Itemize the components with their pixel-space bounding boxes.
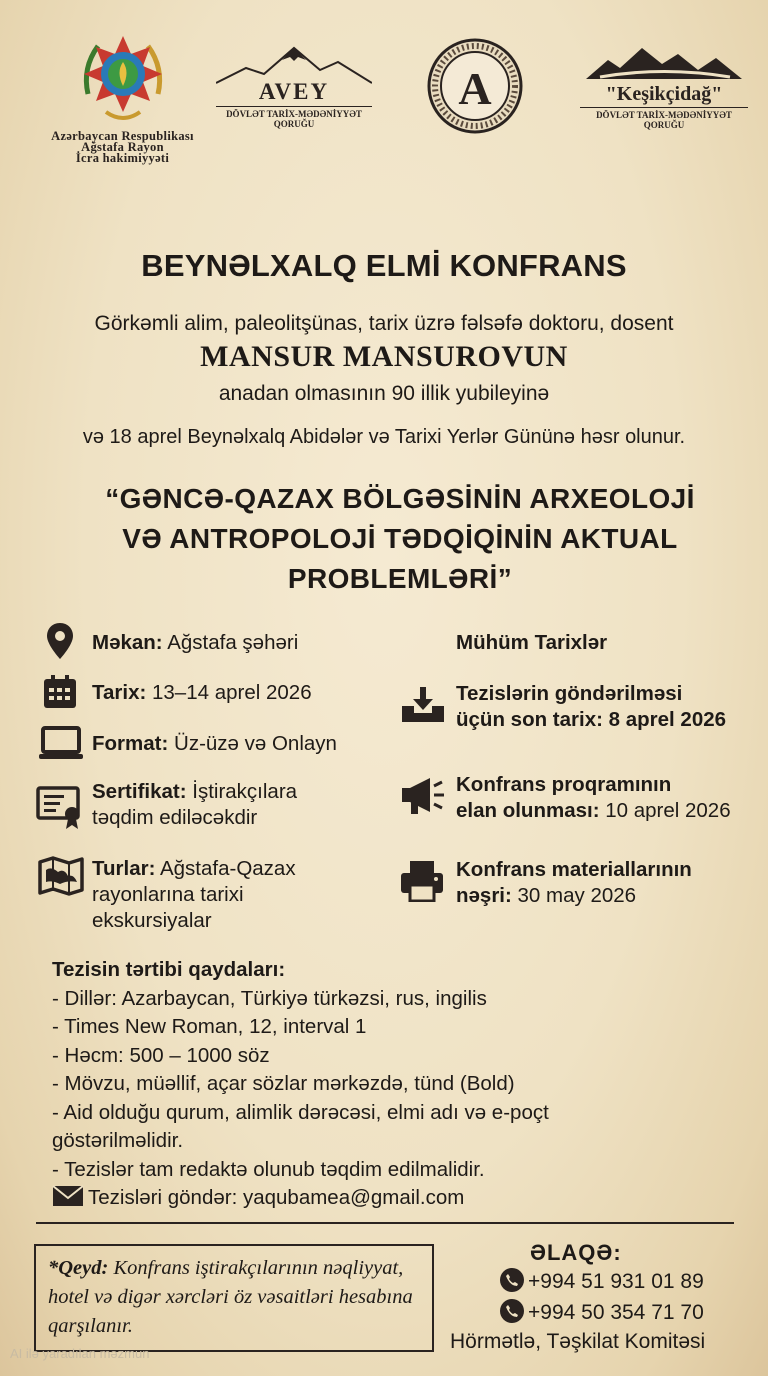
phone-icon [500,1268,524,1292]
program-label: elan olunması: [456,799,600,822]
avey-reserve-logo [216,46,372,129]
keshikchidag-name: "Keşikçidağ" [605,83,723,105]
section-divider [36,1222,734,1224]
certificate-value-2: təqdim ediləcəkdir [92,806,258,829]
tours-label: Turlar: [92,857,156,880]
dedication-text: Görkəmli alim, paleolitşünas, tarix üzrə fəlsəfə doktoru, dosent [94,312,674,335]
avey-subtitle-2: QORUĞU [273,119,315,129]
rules-item: - Times New Roman, 12, interval 1 [52,1015,367,1038]
rules-item: - Tezislər tam redaktə olunub təqdim edilmalidir. [52,1157,485,1181]
deadline-line-1: Tezislərin göndərilməsi [456,682,683,705]
keshikchidag-subtitle-1: DÖVLƏT TARİX-MƏDƏNİYYƏT [596,110,732,120]
laptop-icon [38,726,84,762]
rules-item: göstərilməlidir. [52,1129,184,1152]
monuments-day-text: və 18 aprel Beynəlxalq Abidələr və Tarixi Yerlər Gününə həsr olunur. [82,426,686,448]
venue-label: Məkan: [92,631,163,654]
megaphone-icon [400,776,446,816]
topic-line-3: PROBLEMLƏRİ” [287,563,513,594]
jubilee-text: anadan olmasının 90 illik yubileyinə [218,382,550,405]
map-icon [38,856,84,896]
certificate-value-1: İştirakçılara [186,780,298,803]
email-text[interactable]: Tezisləri göndər: yaqubamea@gmail.com [88,1186,465,1209]
publication-line-1: Konfrans materiallarının [456,858,692,881]
note-text: Konfrans iştirakçılarının nəqliyyat, hotel və digər xərcləri öz vəsaitləri hesabına qarşılanır. [48,1257,413,1337]
tours-row [92,856,296,934]
contact-title: ƏLAQƏ: [530,1240,622,1265]
venue-value: Ağstafa şəhəri [162,631,299,654]
mountain-range-icon [580,44,748,80]
location-pin-icon [46,622,74,660]
note-box [34,1244,434,1352]
date-row [92,680,312,706]
rules-item: - Həcm: 500 – 1000 söz [52,1043,270,1067]
deadline-line-2: üçün son tarix: 8 aprel 2026 [456,708,727,731]
phone-number-2: +994 50 354 71 70 [528,1301,704,1324]
honoree-name: MANSUR MANSUROVUN [200,340,568,373]
phone-icon [500,1299,524,1323]
emblem-caption-line-3: İcra hakimiyyəti [75,151,170,165]
note-label: *Qeyd: [48,1257,109,1279]
conference-topic [40,479,760,599]
program-value: 10 aprel 2026 [599,799,731,822]
azerbaijan-emblem-logo [20,32,225,164]
emblem-caption-line-1: Azərbaycan Respublikası [51,129,194,143]
avey-name: AVEY [258,79,330,104]
rules-title: Tezisin tərtibi qaydaları: [52,958,286,981]
deadline-row [456,681,726,733]
email-line [52,1184,742,1213]
state-emblem-icon [78,32,168,126]
ai-watermark: AI ilə yaradılan məzmun [10,1346,150,1361]
abstract-rules [52,956,742,1213]
rules-item: - Aid olduğu qurum, alimlik dərəcəsi, elmi adı və e-poçt [52,1100,549,1124]
certificate-row [92,779,297,831]
topic-line-2: VƏ ANTROPOLOJİ TƏDQİQİNİN AKTUAL [122,523,678,554]
academy-institute-logo [424,38,526,139]
rules-item: - Dillər: Azarbaycan, Türkiyə türkəzsi, rus, ingilis [52,986,487,1010]
keshikchidag-subtitle-2: QORUĞU [643,120,685,130]
download-tray-icon [400,686,446,724]
program-line-1: Konfrans proqramının [456,773,672,796]
certificate-label: Sertifikat: [92,780,187,803]
rules-item: - Mövzu, müəllif, açar sözlar mərkəzdə, tünd (Bold) [52,1072,515,1095]
certificate-icon [36,784,84,830]
conference-title: BEYNƏLXALQ ELMİ KONFRANS [141,248,627,283]
avey-subtitle-1: DÖVLƏT TARİX-MƏDƏNİYYƏT [226,109,362,119]
phone-row-2[interactable] [500,1299,704,1325]
format-label: Format: [92,732,169,755]
calendar-icon [42,674,78,710]
important-dates-title: Mühüm Tarixlər [456,631,608,654]
format-row [92,731,337,757]
seal-letter: A [458,63,492,114]
emblem-caption-line-2: Ağstafa Rayon [81,140,164,154]
academy-seal-icon [424,38,526,134]
publication-row [456,857,692,909]
date-value: 13–14 aprel 2026 [146,681,312,704]
signoff-text: Hörmətlə, Təşkilat Komitəsi [450,1330,706,1353]
envelope-icon [52,1185,84,1207]
tours-value-2: rayonlarına tarixi [92,883,244,906]
phone-number-1: +994 51 931 01 89 [528,1270,704,1293]
tours-value-3: ekskursiyalar [92,909,212,932]
date-label: Tarix: [92,681,147,704]
keshikchidag-reserve-logo [580,44,748,130]
printer-icon [400,860,444,902]
tours-value-1: Ağstafa-Qazax [155,857,296,880]
venue-row [92,630,298,656]
phone-row-1[interactable] [500,1268,704,1294]
publication-value: 30 may 2026 [511,884,637,907]
topic-line-1: “GƏNCƏ-QAZAX BÖLGƏSİNİN ARXEOLOJİ [105,483,695,514]
program-announcement-row [456,772,731,824]
format-value: Üz-üzə və Onlayn [168,732,337,755]
publication-label: nəşri: [456,884,512,907]
